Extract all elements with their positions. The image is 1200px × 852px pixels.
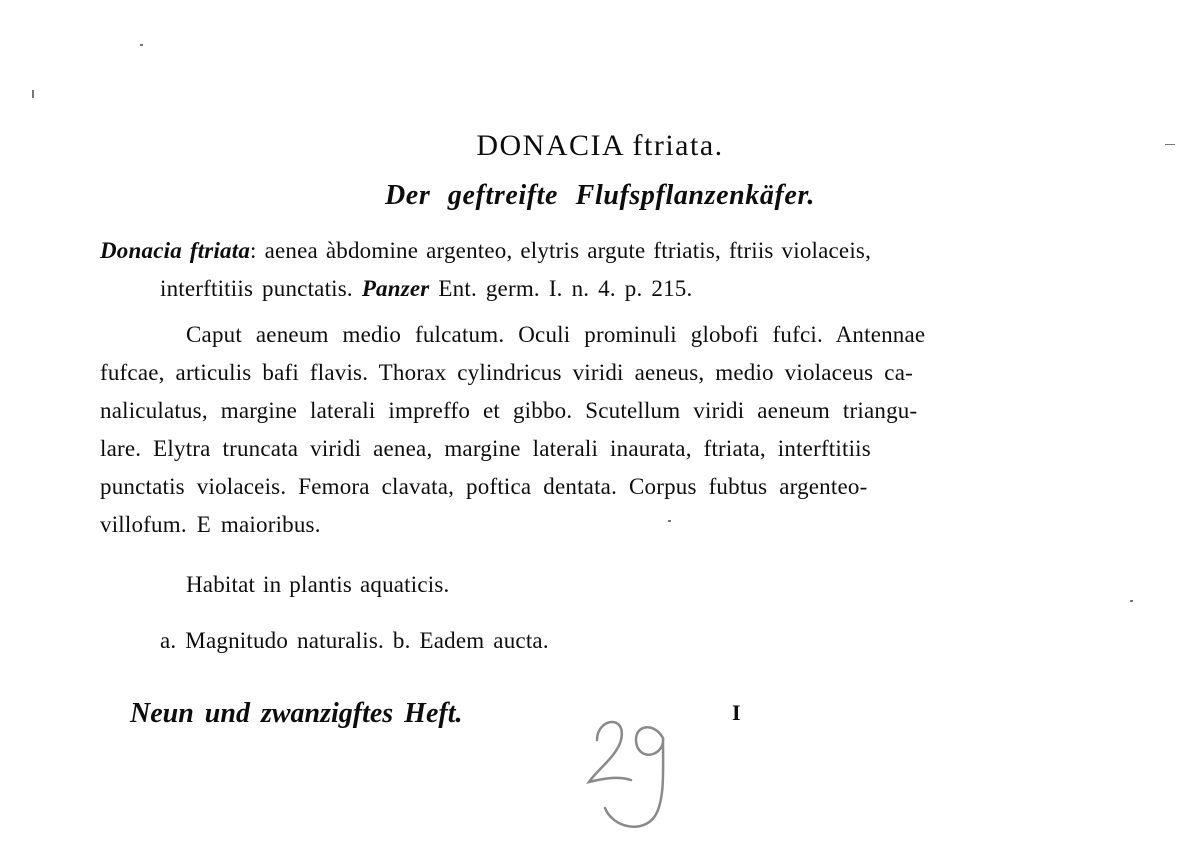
synonymy-reference: Ent. germ. I. n. 4. p. 215. [438, 276, 693, 301]
synonymy-text-2: interftitiis punctatis. [160, 276, 353, 301]
page-subtitle: Der geftreifte Flufspflanzenkäfer. [384, 180, 816, 211]
synonymy-line-1 [100, 236, 871, 266]
description-line: punctatis violaceis. Femora clavata, poftica dentata. Corpus fubtus argenteo- [100, 474, 868, 499]
paper-speck [668, 520, 671, 522]
page-number: I [732, 700, 741, 725]
author-name: Panzer [361, 276, 430, 301]
title-genus: DONACIA [476, 129, 624, 162]
handwritten-number-29 [575, 700, 685, 840]
synonymy-text-1: : aenea àbdomine argenteo, elytris argute ftriatis, ftriis violaceis, [250, 238, 872, 263]
description-line: naliculatus, margine laterali impreffo et gibbo. Scutellum viridi aeneum triangu- [100, 398, 918, 423]
paper-speck [1130, 600, 1133, 602]
figures-caption: a. Magnitudo naturalis. b. Eadem aucta. [160, 628, 549, 653]
title-species: ftriata. [632, 129, 724, 162]
heft-label: Neun und zwanzigftes Heft. [130, 698, 463, 729]
description-line: fufcae, articulis bafi flavis. Thorax cylindricus viridi aeneus, medio violaceus ca- [100, 360, 913, 385]
paper-speck [140, 44, 143, 46]
paper-speck [1165, 144, 1175, 145]
paper-speck [32, 90, 34, 98]
habitat-line: Habitat in plantis aquaticis. [186, 572, 450, 597]
synonymy-line-2 [160, 274, 692, 304]
description-line: villofum. E maioribus. [100, 512, 321, 537]
description-line: Caput aeneum medio fulcatum. Oculi prominuli globofi fufci. Antennae [186, 322, 926, 347]
description-line: lare. Elytra truncata viridi aenea, margine laterali inaurata, ftriata, interftitiis [100, 436, 871, 461]
page-title [0, 128, 1200, 164]
species-name: Donacia ftriata [100, 238, 251, 263]
